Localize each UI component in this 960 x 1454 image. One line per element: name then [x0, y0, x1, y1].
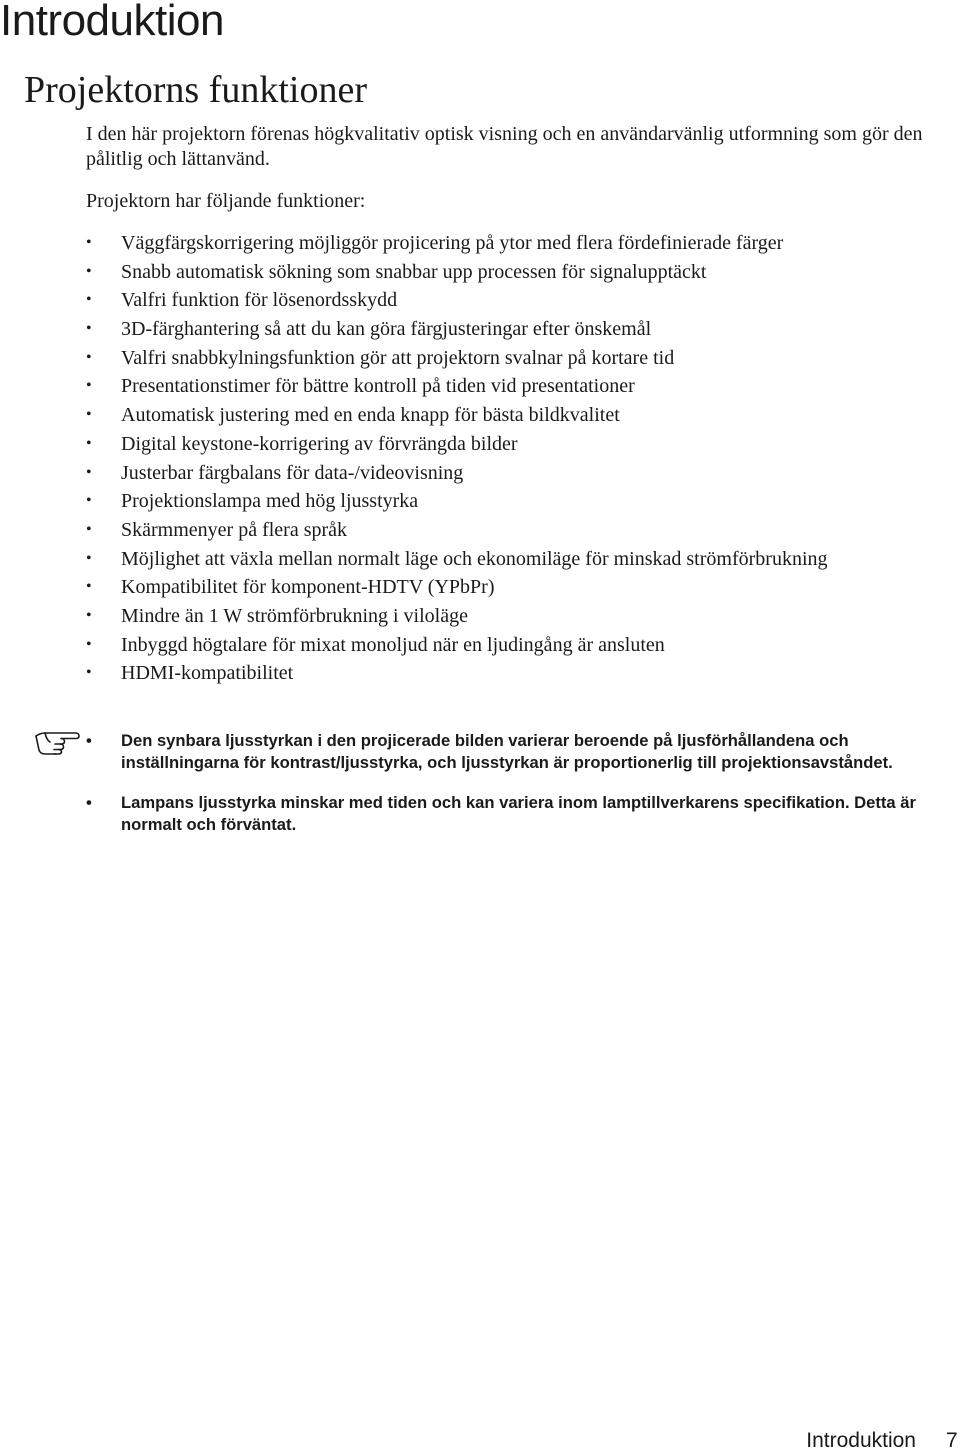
feature-text: Valfri snabbkylningsfunktion gör att projektorn svalnar på kortare tid: [121, 346, 675, 369]
bullet: •: [86, 793, 92, 812]
feature-item: [86, 229, 956, 258]
feature-text: Projektionslampa med hög ljusstyrka: [121, 490, 419, 513]
feature-item: [86, 401, 956, 430]
feature-item: [86, 430, 956, 459]
page-number: 7: [946, 1429, 958, 1452]
bullet: •: [86, 377, 92, 395]
feature-text: Möjlighet att växla mellan normalt läge och ekonomiläge för minskad strömförbrukning: [121, 547, 828, 570]
bullet: •: [86, 348, 92, 366]
bullet: •: [86, 434, 92, 452]
bullet: •: [86, 549, 92, 567]
feature-text: Justerbar färgbalans för data-/videovisning: [121, 461, 464, 484]
feature-text: 3D-färghantering så att du kan göra färgjusteringar efter önskemål: [121, 318, 652, 341]
note-text: Lampans ljusstyrka minskar med tiden och kan variera inom lamptillverkarens specifikation. Detta är normalt och förväntat.: [121, 793, 916, 834]
feature-item: [86, 372, 956, 401]
feature-text: Inbyggd högtalare för mixat monoljud när en ljudingång är ansluten: [121, 633, 665, 656]
feature-item: [86, 631, 956, 660]
intro-paragraph: I den här projektorn förenas högkvalitativ optisk visning och en användarvänlig utformning som gör den pålitlig och lättanvänd.: [86, 123, 923, 170]
feature-item: [86, 315, 956, 344]
bullet: •: [86, 635, 92, 653]
feature-item: [86, 286, 956, 315]
bullet: •: [86, 320, 92, 338]
bullet: •: [86, 578, 92, 596]
feature-text: Mindre än 1 W strömförbrukning i viloläge: [121, 604, 468, 627]
feature-text: Kompatibilitet för komponent-HDTV (YPbPr): [121, 576, 495, 599]
feature-text: Snabb automatisk sökning som snabbar upp processen för signalupptäckt: [121, 260, 707, 283]
feature-item: [86, 258, 956, 287]
note-list: [86, 730, 936, 854]
note-text: Den synbara ljusstyrkan i den projicerade bilden varierar beroende på ljusförhållandena och inställningarna för kontrast/ljusstyrka, och ljusstyrkan är proportionerlig till projektionsavståndet.: [121, 731, 893, 772]
feature-item: [86, 459, 956, 488]
bullet: •: [86, 291, 92, 309]
feature-text: Digital keystone-korrigering av förvrängda bilder: [121, 432, 518, 455]
feature-item: [86, 344, 956, 373]
feature-list: [86, 229, 956, 688]
feature-item: [86, 516, 956, 545]
feature-text: HDMI-kompatibilitet: [121, 662, 294, 685]
feature-text: Automatisk justering med en enda knapp för bästa bildkvalitet: [121, 404, 620, 427]
footer-chapter: Introduktion: [806, 1429, 916, 1452]
bullet: •: [86, 520, 92, 538]
page-footer: [806, 1428, 960, 1454]
feature-item: [86, 659, 956, 688]
feature-item: [86, 573, 956, 602]
bullet: •: [86, 262, 92, 280]
pointing-hand-icon: [34, 726, 82, 756]
bullet: •: [86, 664, 92, 682]
feature-text: Väggfärgskorrigering möjliggör projicering på ytor med flera fördefinierade färger: [121, 232, 784, 254]
bullet: •: [86, 234, 92, 251]
feature-text: Skärmmenyer på flera språk: [121, 518, 348, 541]
bullet: •: [86, 492, 92, 510]
feature-item: [86, 545, 956, 574]
feature-text: Valfri funktion för lösenordsskydd: [121, 289, 398, 312]
bullet: •: [86, 606, 92, 624]
feature-text: Presentationstimer för bättre kontroll på tiden vid presentationer: [121, 375, 635, 398]
bullet: •: [86, 463, 92, 481]
bullet: •: [86, 731, 92, 750]
bullet: •: [86, 406, 92, 424]
feature-item: [86, 487, 956, 516]
features-lead: Projektorn har följande funktioner:: [86, 190, 366, 212]
section-title: Projektorns funktioner: [24, 69, 368, 111]
chapter-title: Introduktion: [0, 0, 224, 45]
feature-item: [86, 602, 956, 631]
note-item: [86, 730, 936, 774]
note-item: [86, 792, 936, 836]
